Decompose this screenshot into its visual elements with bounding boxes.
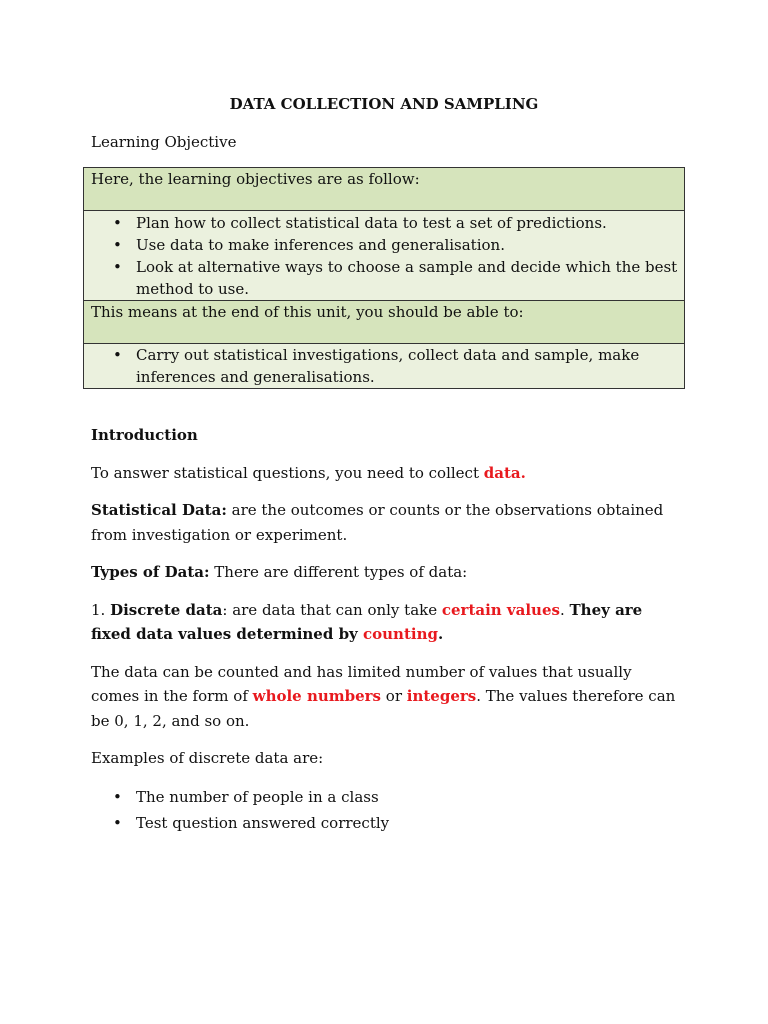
text-run: or [381, 687, 407, 705]
text-run: : are data that can only take [222, 600, 442, 619]
text-run: To answer statistical questions, you need to collect [91, 463, 484, 482]
introduction-heading: Introduction [91, 426, 198, 444]
outcome-item: • Carry out statistical investigations, collect data and sample, make inferences and generalisations. [136, 344, 684, 388]
text-run: There are different types of data: [209, 563, 468, 581]
highlight-certain-values: certain values [441, 600, 560, 619]
text-run: . [437, 625, 444, 643]
highlight-data: data. [483, 463, 526, 482]
objectives-header-cell [84, 168, 685, 211]
objective-item: • Look at alternative ways to choose a sample and decide which the best method to use. [136, 256, 684, 300]
highlight-counting: counting [363, 625, 438, 643]
statistical-data-paragraph [91, 498, 681, 547]
objective-item: • Plan how to collect statistical data to test a set of predictions. [136, 212, 684, 234]
text-run: The data can be counted and has limited number of values that usually comes in the form of [91, 662, 632, 705]
list-number: 1. [91, 600, 111, 619]
outcomes-list [91, 344, 684, 388]
outcomes-header-cell [84, 301, 685, 344]
counted-data-paragraph [91, 660, 681, 734]
term-statistical-data: Statistical Data: [91, 501, 227, 519]
objectives-list [91, 212, 684, 300]
bold-fixed-values: They are fixed data values determined by [91, 600, 643, 643]
introduction-section [91, 423, 681, 836]
text-run: are the outcomes or counts or the observations obtained from investigation or experiment. [91, 501, 664, 544]
term-discrete-data: Discrete data [110, 600, 223, 619]
document-title: DATA COLLECTION AND SAMPLING [229, 95, 539, 113]
objectives-header-text: Here, the learning objectives are as follow: [91, 170, 420, 188]
learning-objective-label: Learning Objective [91, 133, 237, 151]
example-item: • Test question answered correctly [136, 810, 681, 836]
examples-intro: Examples of discrete data are: [91, 749, 324, 767]
discrete-data-paragraph [91, 598, 681, 647]
term-types-of-data: Types of Data: [91, 563, 210, 581]
text-run: . [559, 600, 570, 619]
text-run: . The values therefore can be 0, 1, 2, and so on. [91, 687, 676, 730]
highlight-integers: integers [406, 687, 477, 705]
outcomes-header-text: This means at the end of this unit, you should be able to: [91, 303, 524, 321]
objective-item: • Use data to make inferences and generalisation. [136, 234, 684, 256]
objectives-table [83, 167, 685, 389]
examples-list [91, 784, 681, 836]
example-item: • The number of people in a class [136, 784, 681, 810]
objectives-list-cell [84, 211, 685, 301]
outcomes-list-cell [84, 344, 685, 389]
types-of-data-paragraph [91, 560, 681, 585]
highlight-whole-numbers: whole numbers [252, 687, 382, 705]
intro-paragraph-1 [91, 461, 681, 486]
